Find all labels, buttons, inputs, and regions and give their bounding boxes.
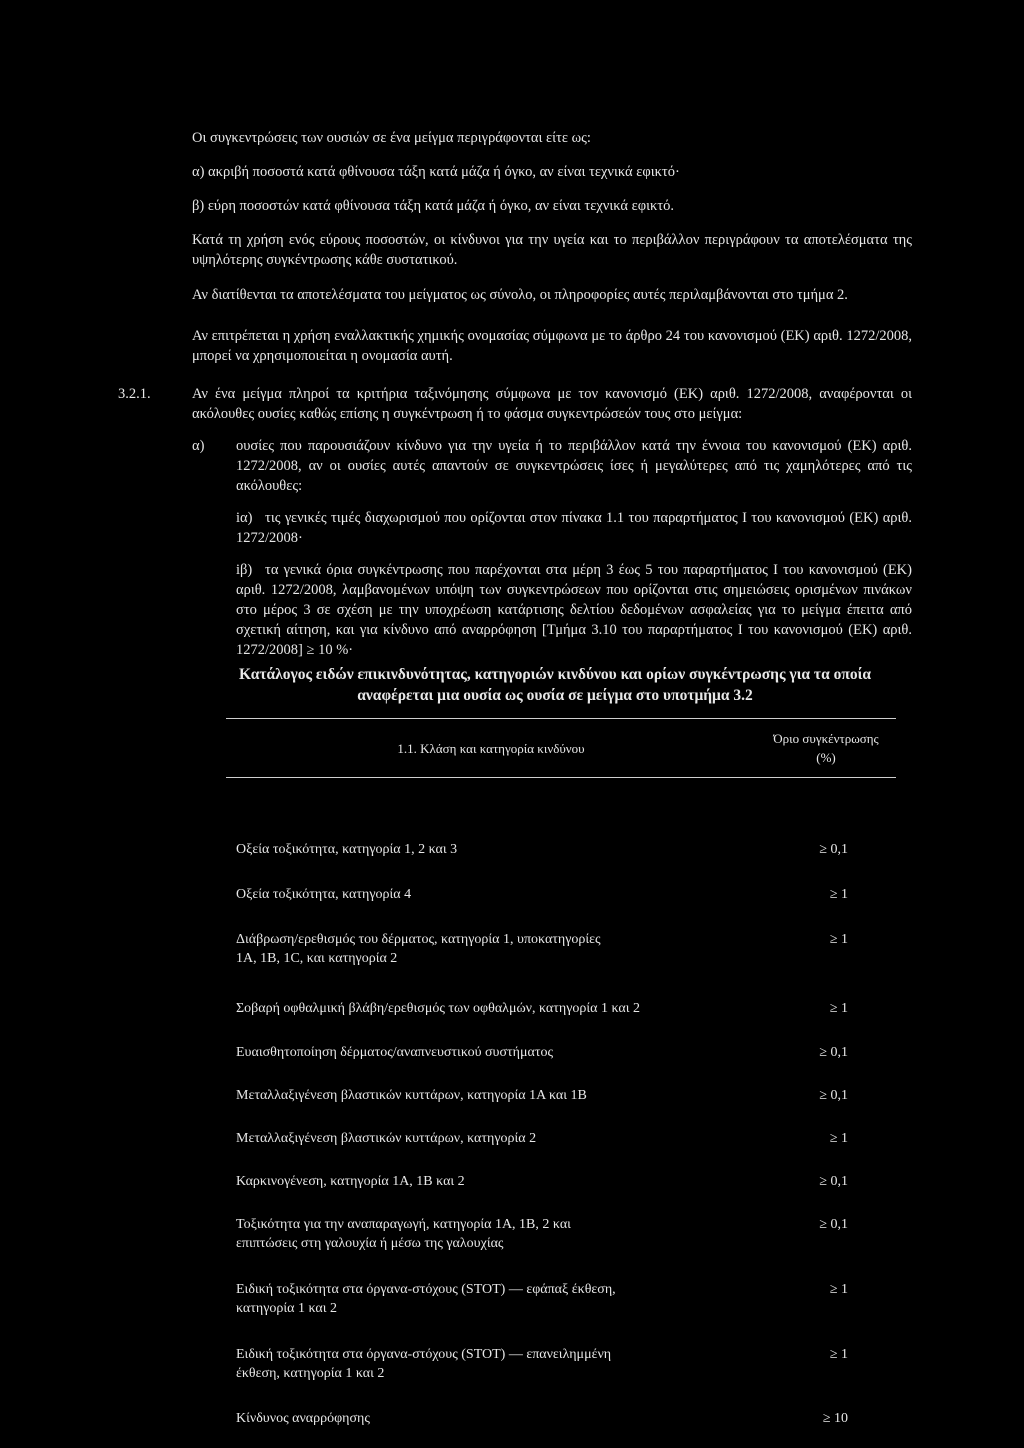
table-row [226, 1253, 896, 1318]
row-hazard-name: Ειδική τοξικότητα στα όργανα-στόχους (STOT) — επανειλημμένη έκθεση, κατηγορία 1 και 2 [236, 1347, 612, 1381]
row-limit: ≥ 0,1 [819, 1045, 848, 1060]
item-ia-content: τις γενικές τιμές διαχωρισμού που ορίζονται στον πίνακα 1.1 του παραρτήματος I του κανονισμού (ΕΚ) αριθ. 1272/2008· [236, 510, 912, 546]
table-row [226, 1383, 896, 1428]
table-row [226, 1318, 896, 1383]
table-row [226, 1105, 896, 1148]
section-number: 3.2.1. [118, 386, 151, 402]
row-hazard-name: Μεταλλαξιγένεση βλαστικών κυττάρων, κατηγορία 2 [236, 1131, 537, 1146]
row-hazard-name: Οξεία τοξικότητα, κατηγορία 1, 2 και 3 [236, 842, 458, 857]
row-limit: ≥ 1 [829, 1347, 848, 1362]
header-hazard-class: 1.1. Κλάση και κατηγορία κινδύνου [226, 719, 756, 778]
row-limit: ≥ 0,1 [819, 842, 848, 857]
item-ia-text [236, 508, 912, 548]
item-a-label: α) [192, 438, 205, 454]
row-limit: ≥ 0,1 [819, 1217, 848, 1232]
row-hazard-name: Διάβρωση/ερεθισμός του δέρματος, κατηγορία 1, υποκατηγορίες 1Α, 1Β, 1C, και κατηγορία 2 [236, 932, 601, 966]
item-ia-label: iα) [236, 510, 253, 526]
range-paragraph: Κατά τη χρήση ενός εύρους ποσοστών, οι κίνδυνοι για την υγεία και το περιβάλλον περιγράφουν τα αποτελέσματα της υψηλότερης συγκέντρωσης κάθε συστατικού. [192, 232, 912, 268]
table-row [226, 778, 896, 860]
table-row [226, 968, 896, 1018]
intro-item-a: α) ακριβή ποσοστά κατά φθίνουσα τάξη κατά μάζα ή όγκο, αν είναι τεχνικά εφικτό· [192, 164, 680, 180]
row-limit: ≥ 10 [822, 1411, 848, 1426]
row-hazard-name: Κίνδυνος αναρρόφησης [236, 1411, 370, 1426]
table-row [226, 1018, 896, 1062]
item-a-text: ουσίες που παρουσιάζουν κίνδυνο για την υγεία ή το περιβάλλον κατά την έννοια του κανονισμού (ΕΚ) αριθ. 1272/2008, αν οι ουσίες αυτές απαντούν σε συγκεντρώσεις ίσες ή μεγαλύτερες από τις χαμηλότερες από τις ακόλουθες: [236, 438, 912, 494]
row-hazard-name: Τοξικότητα για την αναπαραγωγή, κατηγορία 1Α, 1Β, 2 και επιπτώσεις στη γαλουχία ή μέσω της γαλουχίας [236, 1217, 571, 1251]
item-ib-label: iβ) [236, 562, 253, 578]
intro-paragraph: Οι συγκεντρώσεις των ουσιών σε ένα μείγμα περιγράφονται είτε ως: [192, 130, 591, 146]
table-row [226, 1148, 896, 1191]
item-ib-content: τα γενικά όρια συγκέντρωσης που παρέχονται στα μέρη 3 έως 5 του παραρτήματος I του κανονισμού (ΕΚ) αριθ. 1272/2008, λαμβανομένων υπόψη των συγκεντρώσεων που ορίζονται στις σημειώσεις ορισμένων πινάκων στο μέρος 3 σε σχέση με την υποχρέωση κατάρτισης δελτίου δεδομένων ασφαλείας για το μείγμα έπειτα από σχετική αίτηση, και για κίνδυνο από αναρρόφηση [Τμήμα 3.10 του παραρτήματος I του κανονισμού (ΕΚ) αριθ. 1272/2008] ≥ 10 %· [236, 562, 912, 658]
table-row [226, 1191, 896, 1253]
item-ib-text [236, 560, 912, 660]
section-paragraph: Αν ένα μείγμα πληροί τα κριτήρια ταξινόμησης σύμφωνα με τον κανονισμό (ΕΚ) αριθ. 1272/2008, αναφέρονται οι ακόλουθες ουσίες καθώς επίσης η συγκέντρωση ή το φάσμα συγκεντρώσεών τους στο μείγμα: [192, 386, 912, 422]
row-hazard-name: Ειδική τοξικότητα στα όργανα-στόχους (STOT) — εφάπαξ έκθεση, κατηγορία 1 και 2 [236, 1282, 616, 1316]
table-row [226, 859, 896, 904]
results-paragraph: Αν διατίθενται τα αποτελέσματα του μείγματος ως σύνολο, οι πληροφορίες αυτές περιλαμβάνονται στο τμήμα 2. [192, 287, 848, 303]
header-limit-line-1: Όριο συγκέντρωσης [773, 731, 879, 746]
intro-item-b: β) εύρη ποσοστών κατά φθίνουσα τάξη κατά μάζα ή όγκο, αν είναι τεχνικά εφικτό. [192, 198, 674, 214]
table-heading-line-2: αναφέρεται μια ουσία ως ουσία σε μείγμα στο υποτμήμα 3.2 [357, 687, 753, 704]
table-header-row [226, 719, 896, 778]
row-hazard-name: Καρκινογένεση, κατηγορία 1Α, 1Β και 2 [236, 1174, 465, 1189]
row-limit: ≥ 1 [829, 1001, 848, 1016]
row-hazard-name: Οξεία τοξικότητα, κατηγορία 4 [236, 887, 412, 902]
row-limit: ≥ 1 [829, 932, 848, 947]
row-hazard-name: Ευαισθητοποίηση δέρματος/αναπνευστικού συστήματος [236, 1045, 553, 1060]
header-concentration-limit [756, 719, 896, 778]
row-limit: ≥ 0,1 [819, 1088, 848, 1103]
table-heading-line-1: Κατάλογος ειδών επικινδυνότητας, κατηγοριών κινδύνου και ορίων συγκέντρωσης για τα οποία [238, 666, 872, 683]
row-hazard-name: Σοβαρή οφθαλμική βλάβη/ερεθισμός των οφθαλμών, κατηγορία 1 και 2 [236, 1001, 641, 1016]
row-limit: ≥ 1 [829, 1131, 848, 1146]
header-limit-line-2: (%) [816, 750, 836, 765]
table-row [226, 904, 896, 968]
row-hazard-name: Μεταλλαξιγένεση βλαστικών κυττάρων, κατηγορία 1Α και 1Β [236, 1088, 587, 1103]
row-limit: ≥ 1 [829, 1282, 848, 1297]
alt-name-paragraph: Αν επιτρέπεται η χρήση εναλλακτικής χημικής ονομασίας σύμφωνα με το άρθρο 24 του κανονισμού (ΕΚ) αριθ. 1272/2008, μπορεί να χρησιμοποιείται η ονομασία αυτή. [192, 328, 912, 364]
row-limit: ≥ 0,1 [819, 1174, 848, 1189]
hazard-table [226, 718, 896, 1428]
row-limit: ≥ 1 [829, 887, 848, 902]
table-row [226, 1062, 896, 1105]
